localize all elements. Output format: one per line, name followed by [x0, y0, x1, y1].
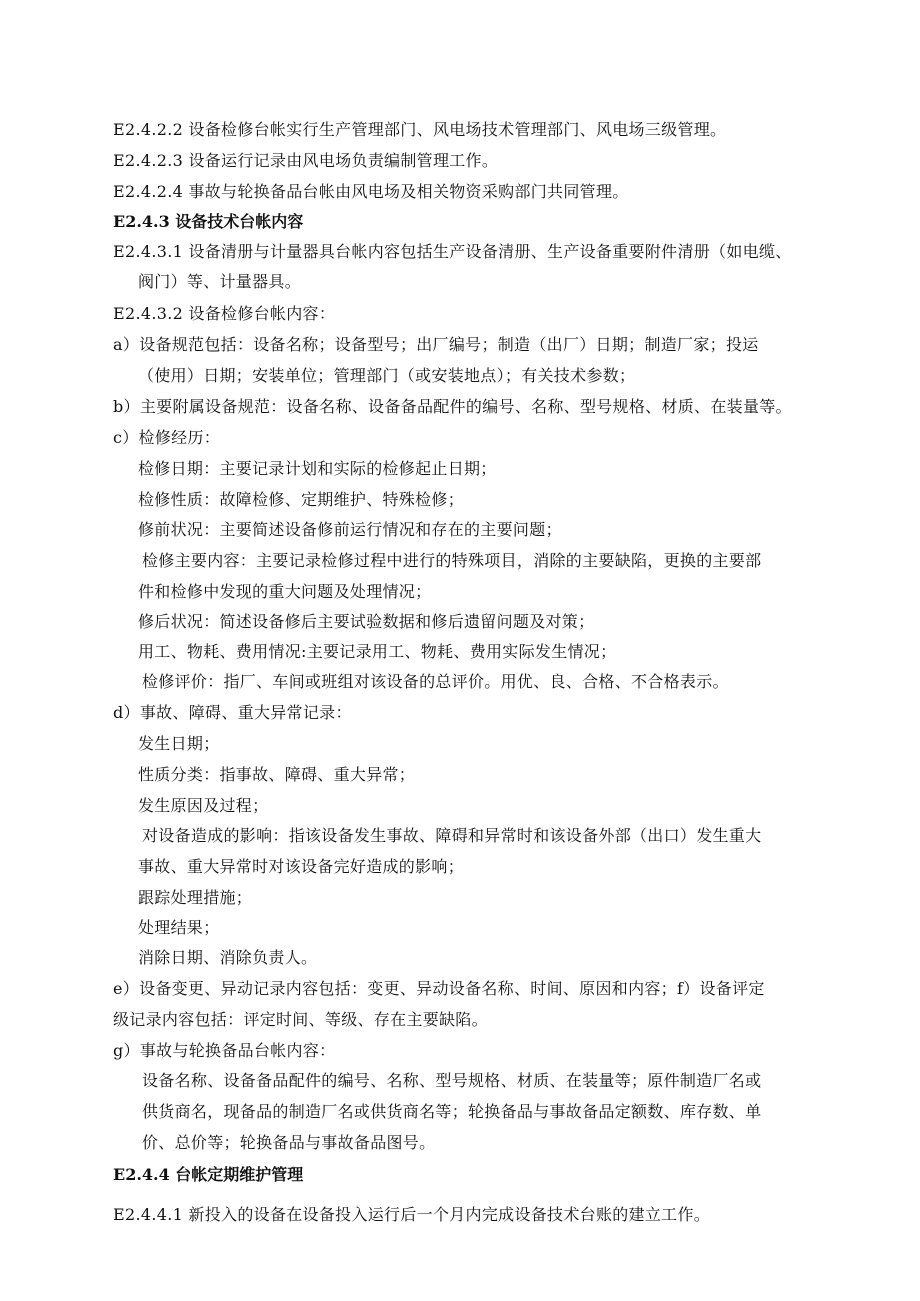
item-d-cause: 发生原因及过程； — [138, 796, 269, 815]
clause-e2-4-3-2: E2.4.3.2 设备检修台帐内容： — [113, 304, 336, 323]
item-f-continued: 级记录内容包括：评定时间、等级、存在主要缺陷。 — [113, 1010, 488, 1029]
item-d-tracking-measures: 跟踪处理措施； — [138, 888, 253, 907]
item-b: b）主要附属设备规范：设备名称、设备备品配件的编号、名称、型号规格、材质、在装量等。 — [113, 397, 792, 416]
item-a-continued: （使用）日期；安装单位；管理部门（或安装地点）；有关技术参数； — [138, 366, 636, 385]
clause-e2-4-2-4: E2.4.2.4 事故与轮换备品台帐由风电场及相关物资采购部门共同管理。 — [113, 182, 629, 201]
item-c-repair-content: 检修主要内容：主要记录检修过程中进行的特殊项目，消除的主要缺陷，更换的主要部 — [142, 551, 762, 570]
item-d: d）事故、障碍、重大异常记录： — [113, 703, 352, 722]
item-g: g）事故与轮换备品台帐内容： — [113, 1041, 336, 1060]
clause-e2-4-4-1: E2.4.4.1 新投入的设备在设备投入运行后一个月内完成设备技术台账的建立工作。 — [113, 1205, 711, 1224]
item-d-impact: 对设备造成的影响：指该设备发生事故、障碍和异常时和该设备外部（出口）发生重大 — [142, 826, 762, 845]
item-d-classification: 性质分类：指事故、障碍、重大异常； — [138, 765, 416, 784]
item-c-labor-cost: 用工、物耗、费用情况:主要记录用工、物耗、费用实际发生情况； — [138, 642, 617, 661]
item-g-content: 设备名称、设备备品配件的编号、名称、型号规格、材质、在装量等；原件制造厂名或 — [142, 1071, 762, 1090]
item-c-post-repair-status: 修后状况：简述设备修后主要试验数据和修后遗留问题及对策； — [138, 612, 595, 631]
item-c-repair-content-continued: 件和检修中发现的重大问题及处理情况； — [138, 582, 432, 601]
item-e-f: e）设备变更、异动记录内容包括：变更、异动设备名称、时间、原因和内容；f）设备评定 — [113, 979, 765, 998]
item-d-elimination: 消除日期、消除负责人。 — [138, 948, 318, 967]
item-c: c）检修经历： — [113, 428, 221, 447]
clause-e2-4-2-2: E2.4.2.2 设备检修台帐实行生产管理部门、风电场技术管理部门、风电场三级管理。 — [113, 120, 727, 139]
item-g-content-continued-1: 供货商名，现备品的制造厂名或供货商名等；轮换备品与事故备品定额数、库存数、单 — [142, 1102, 762, 1121]
item-a: a）设备规范包括：设备名称；设备型号；出厂编号；制造（出厂）日期；制造厂家；投运 — [113, 335, 759, 354]
clause-e2-4-2-3: E2.4.2.3 设备运行记录由风电场负责编制管理工作。 — [113, 151, 499, 170]
item-d-result: 处理结果； — [138, 918, 220, 937]
item-c-pre-repair-status: 修前状况：主要简述设备修前运行情况和存在的主要问题； — [138, 520, 562, 539]
item-c-repair-nature: 检修性质：故障检修、定期维护、特殊检修； — [138, 490, 465, 509]
item-c-evaluation: 检修评价：指厂、车间或班组对该设备的总评价。用优、良、合格、不合格表示。 — [142, 672, 729, 691]
item-g-content-continued-2: 价、总价等；轮换备品与事故备品图号。 — [142, 1133, 436, 1152]
section-heading-e2-4-4: E2.4.4 台帐定期维护管理 — [113, 1165, 304, 1184]
item-c-repair-date: 检修日期：主要记录计划和实际的检修起止日期； — [138, 459, 497, 478]
clause-e2-4-3-1: E2.4.3.1 设备清册与计量器具台帐内容包括生产设备清册、生产设备重要附件清册（如电缆、 — [113, 242, 792, 261]
clause-e2-4-3-1-continued: 阀门）等、计量器具。 — [138, 272, 302, 291]
item-d-impact-continued: 事故、重大异常时对该设备完好造成的影响； — [138, 857, 465, 876]
item-d-occurrence-date: 发生日期； — [138, 734, 220, 753]
section-heading-e2-4-3: E2.4.3 设备技术台帐内容 — [113, 212, 304, 231]
